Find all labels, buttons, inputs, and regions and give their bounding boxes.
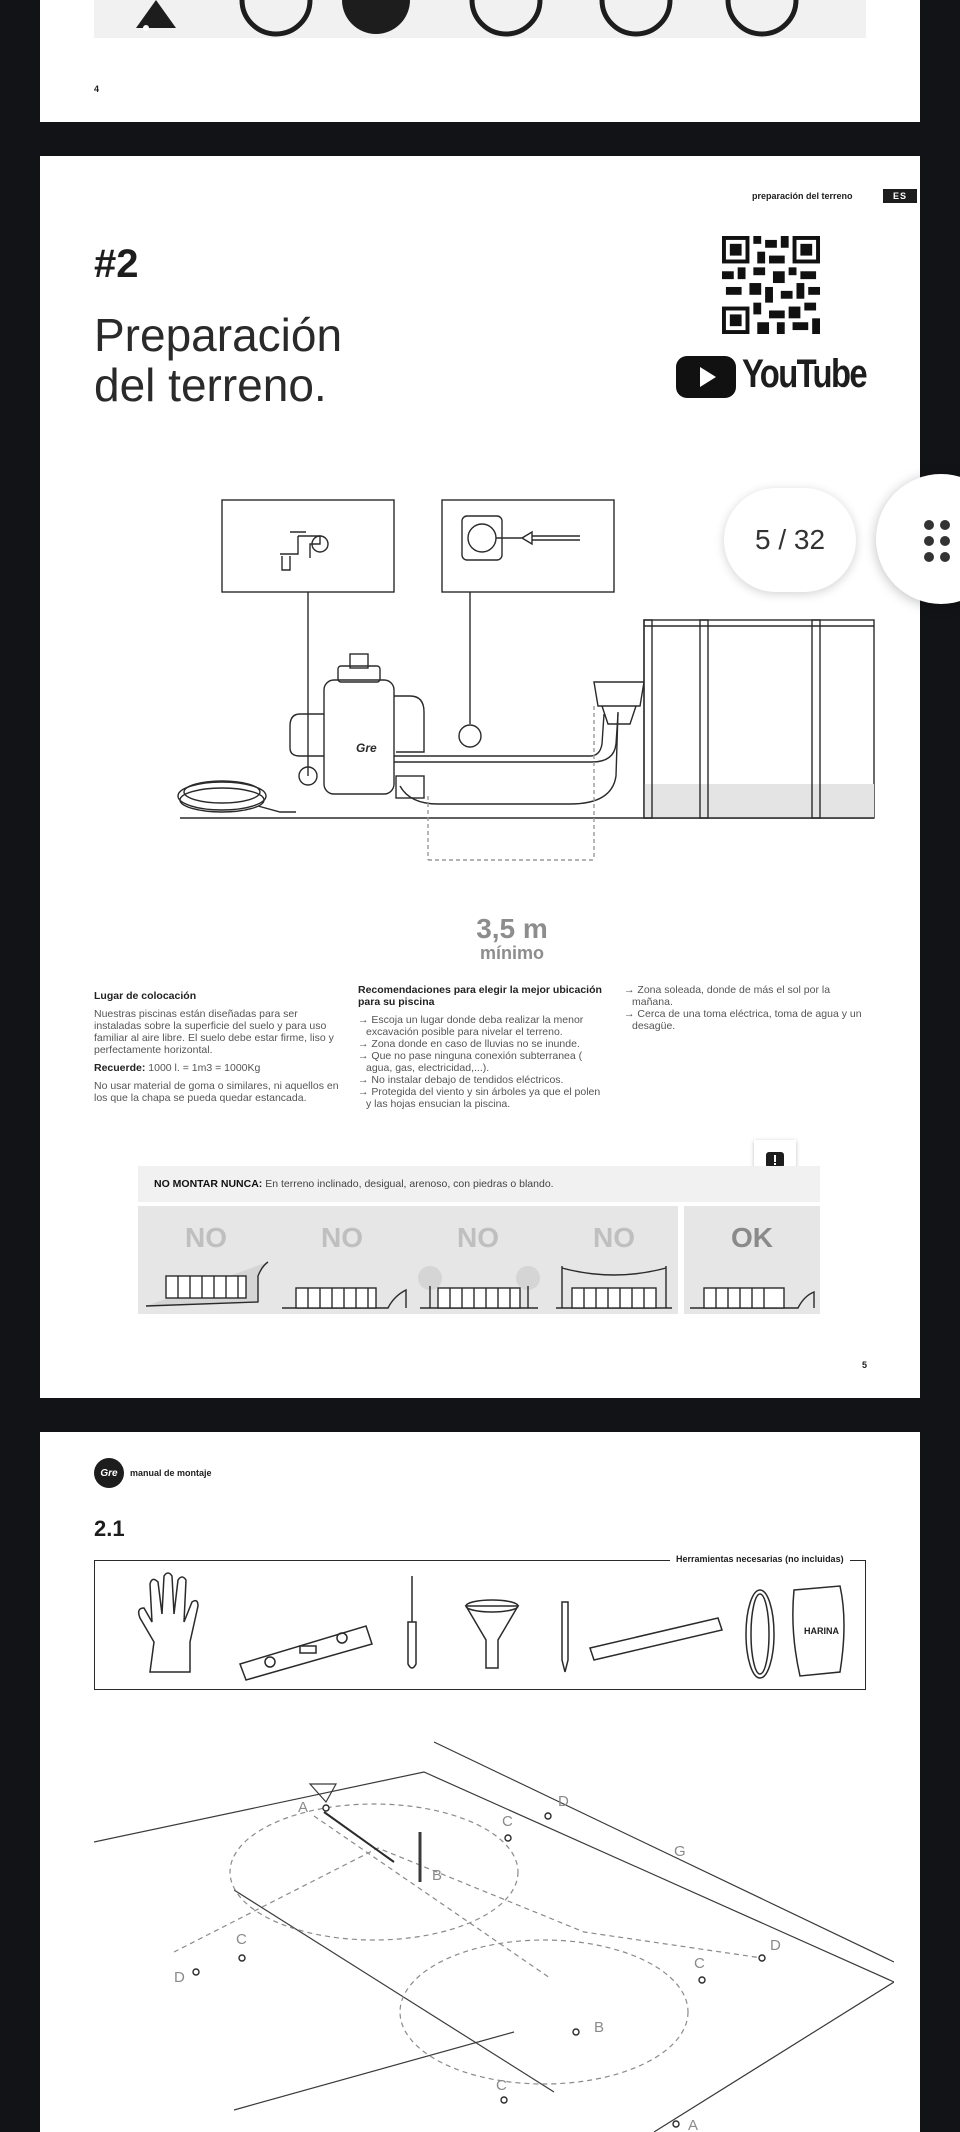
column-placement [94, 990, 344, 1110]
ground-label-1: NO [185, 1222, 227, 1253]
placement-heading: Lugar de colocación [94, 990, 197, 1002]
remember-line [94, 1062, 344, 1074]
symbols-strip [94, 0, 866, 38]
list-item: → No instalar debajo de tendidos eléctricos. [358, 1074, 564, 1086]
diagram-label: B [594, 2019, 605, 2036]
section-number: 2.1 [94, 1516, 125, 1541]
page-title [94, 310, 342, 410]
diagram-label: C [694, 1955, 705, 1972]
column-recommendations [358, 984, 608, 1110]
language-badge: ES [883, 189, 917, 203]
distance-annotation [432, 914, 592, 962]
funnel-icon [466, 1606, 518, 1668]
warning-message: En terreno inclinado, desigual, arenoso, con piedras o blando. [262, 1178, 554, 1190]
list-item: → Que no pase ninguna conexión subterranea ( agua, gas, electricidad,...). [358, 1050, 583, 1074]
running-header: manual de montaje [130, 1468, 212, 1478]
symbol-icon-4 [602, 0, 670, 34]
youtube-wordmark: YouTube [742, 352, 866, 396]
symbols-icons [94, 0, 866, 38]
warning-icon [136, 0, 176, 28]
diagram-label: A [688, 2117, 699, 2132]
page-6 [40, 1432, 920, 2132]
diagram-label: C [496, 2077, 507, 2094]
distance-label: mínimo [479, 943, 544, 963]
wooden-board-icon [590, 1618, 722, 1660]
tools-illustration [94, 1562, 866, 1688]
list-item: → Zona soleada, donde de más el sol por la mañana. [624, 984, 831, 1008]
glove-icon [139, 1573, 198, 1672]
distance-value: 3,5 m [476, 913, 548, 944]
recommendations-list-2 [624, 984, 870, 1032]
page-number: 5 [862, 1360, 868, 1370]
ground-label-2: NO [321, 1222, 363, 1253]
symbol-icon-3 [472, 0, 540, 34]
diagram-label: C [236, 1931, 247, 1948]
water-tap-box [222, 500, 394, 592]
warning-bar [138, 1166, 820, 1202]
rope-icon [746, 1590, 774, 1678]
remember-label: Recuerde: [94, 1062, 146, 1074]
warning-text [154, 1178, 554, 1190]
list-item: → Protegida del viento y sin árboles ya que el polen y las hojas ensucian la piscina. [358, 1086, 601, 1110]
diagram-label: D [174, 1969, 185, 1986]
diagram-label: D [558, 1793, 569, 1810]
remember-value: 1000 l. = 1m3 = 1000Kg [148, 1062, 261, 1074]
tank-brand-label: Gre [356, 741, 377, 755]
grid-dots-icon [922, 518, 956, 564]
diagram-label: A [298, 1799, 309, 1816]
symbol-icon-1 [242, 0, 310, 34]
recommendations-heading: Recomendaciones para elegir la mejor ubicación para su piscina [358, 984, 602, 1008]
list-item: → Escoja un lugar donde deba realizar la menor excavación posible para nivelar el terreno. [358, 1014, 584, 1038]
placement-text: Nuestras piscinas están diseñadas para ser instaladas sobre la superficie del suelo y para uso familiar al aire libre. El suelo debe estar firme, liso y perfectamente horizontal. [94, 1008, 334, 1056]
diagram-label: C [502, 1813, 513, 1830]
stake-icon [562, 1602, 568, 1672]
title-line-1: Preparación [94, 309, 343, 361]
rubber-warning-text: No usar material de goma o similares, ni aquellos en los que la chapa se pueda quedar estancada. [94, 1080, 339, 1104]
ground-label-3: NO [457, 1222, 499, 1253]
column-recommendations-cont [624, 984, 870, 1032]
page-indicator: 5 / 32 [724, 488, 856, 592]
power-plug-icon [496, 532, 580, 544]
page-5 [40, 156, 920, 1398]
power-socket-box [442, 500, 614, 592]
tools-caption: Herramientas necesarias (no incluidas) [670, 1554, 850, 1564]
symbol-icon-5 [728, 0, 796, 34]
symbol-icon-2 [342, 0, 410, 34]
qr-code-icon[interactable] [722, 236, 820, 334]
ground-label-ok: OK [731, 1222, 773, 1253]
brand-logo [94, 1458, 124, 1488]
list-item: → Zona donde en caso de lluvias no se inunde. [358, 1038, 580, 1050]
warning-label: NO MONTAR NUNCA: [154, 1178, 263, 1190]
title-line-2: del terreno. [94, 359, 327, 411]
section-number: #2 [94, 242, 139, 286]
running-header: preparación del terreno [752, 191, 853, 201]
diagram-label: B [432, 1867, 443, 1884]
brand-logo-text: Gre [100, 1467, 118, 1479]
page-number: 4 [94, 84, 100, 94]
recommendations-list [358, 1014, 608, 1110]
youtube-logo[interactable] [676, 352, 868, 400]
flour-label: HARINA [804, 1626, 839, 1636]
screwdriver-icon [408, 1576, 416, 1668]
youtube-play-icon [676, 356, 736, 398]
page-4 [40, 0, 920, 122]
layout-diagram [94, 1732, 894, 2132]
list-item: → Cerca de una toma eléctrica, toma de agua y un desagüe. [624, 1008, 862, 1032]
diagram-label: D [770, 1937, 781, 1954]
ground-label-4: NO [593, 1222, 635, 1253]
diagram-label: G [674, 1843, 686, 1860]
filter-tank [324, 680, 394, 794]
ground-illustrations [138, 1256, 820, 1314]
